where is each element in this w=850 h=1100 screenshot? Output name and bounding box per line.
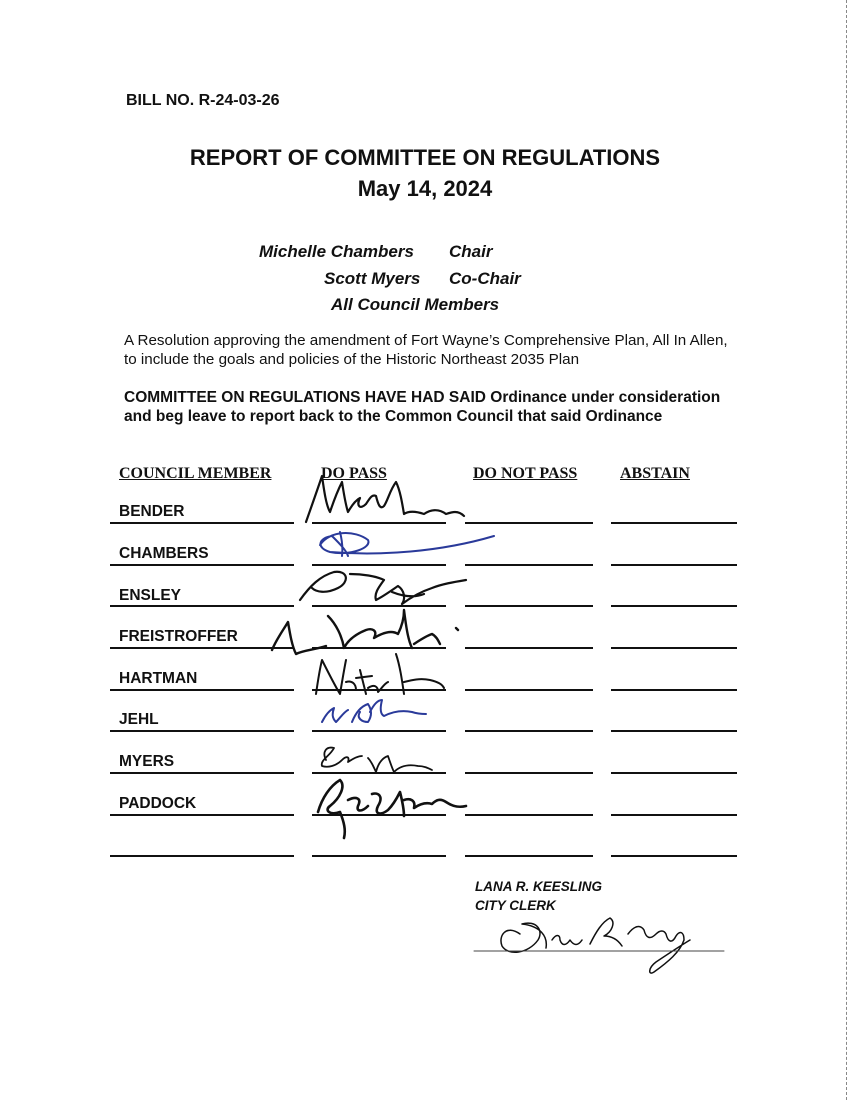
member-name-freistroffer: FREISTROFFER <box>119 628 238 645</box>
line-do-not-pass-8 <box>465 814 593 816</box>
header-abstain: ABSTAIN <box>620 465 690 482</box>
line-do-not-pass-4 <box>465 647 593 649</box>
signature-clerk <box>501 918 690 973</box>
line-member-1 <box>110 522 294 524</box>
clerk-title: CITY CLERK <box>475 898 556 913</box>
line-do-pass-8 <box>312 814 446 816</box>
line-do-pass-6 <box>312 730 446 732</box>
line-member-3 <box>110 605 294 607</box>
header-council-member: COUNCIL MEMBER <box>119 465 272 482</box>
committee-statement: COMMITTEE ON REGULATIONS HAVE HAD SAID Ordinance under consideration and beg leave to report back to the Common Council that said Ordinance <box>124 389 721 425</box>
member-name-bender: BENDER <box>119 503 185 520</box>
member-name-jehl: JEHL <box>119 711 159 728</box>
line-member-7 <box>110 772 294 774</box>
signature-paddock <box>318 780 466 838</box>
line-do-not-pass-6 <box>465 730 593 732</box>
line-abstain-6 <box>611 730 737 732</box>
bill-number: BILL NO. R-24-03-26 <box>126 92 280 109</box>
resolution-description: A Resolution approving the amendment of Fort Wayne’s Comprehensive Plan, All In Allen, to include the goals and policies of the Historic Northeast 2035 Plan <box>124 332 728 368</box>
cochair-name: Scott Myers <box>324 269 421 288</box>
member-name-paddock: PADDOCK <box>119 795 197 812</box>
line-do-not-pass-2 <box>465 564 593 566</box>
clerk-name: LANA R. KEESLING <box>475 879 603 894</box>
line-do-not-pass-5 <box>465 689 593 691</box>
line-do-pass-2 <box>312 564 446 566</box>
signature-myers <box>322 748 432 772</box>
header-do-not-pass: DO NOT PASS <box>473 465 578 482</box>
signature-jehl <box>322 700 426 722</box>
chair-role: Chair <box>449 242 493 261</box>
signature-chambers <box>320 532 494 556</box>
line-do-pass-9 <box>312 855 446 857</box>
line-do-not-pass-7 <box>465 772 593 774</box>
line-do-pass-4 <box>312 647 446 649</box>
line-abstain-9 <box>611 855 737 857</box>
report-title: REPORT OF COMMITTEE ON REGULATIONS <box>189 145 661 170</box>
line-member-4 <box>110 647 294 649</box>
chair-name: Michelle Chambers <box>259 242 414 261</box>
cochair-role: Co-Chair <box>449 269 521 288</box>
line-do-not-pass-1 <box>465 522 593 524</box>
line-do-pass-3 <box>312 605 446 607</box>
line-abstain-7 <box>611 772 737 774</box>
line-abstain-3 <box>611 605 737 607</box>
member-name-ensley: ENSLEY <box>119 587 182 604</box>
line-member-5 <box>110 689 294 691</box>
all-council-members: All Council Members <box>331 295 500 314</box>
signature-hartman <box>316 654 444 694</box>
line-abstain-8 <box>611 814 737 816</box>
line-abstain-4 <box>611 647 737 649</box>
line-do-not-pass-9 <box>465 855 593 857</box>
line-member-6 <box>110 730 294 732</box>
line-do-pass-5 <box>312 689 446 691</box>
line-do-not-pass-3 <box>465 605 593 607</box>
member-name-chambers: CHAMBERS <box>119 545 209 562</box>
header-do-pass: DO PASS <box>321 465 387 482</box>
line-member-9 <box>110 855 294 857</box>
line-abstain-5 <box>611 689 737 691</box>
line-do-pass-1 <box>312 522 446 524</box>
line-abstain-2 <box>611 564 737 566</box>
member-name-hartman: HARTMAN <box>119 670 198 687</box>
line-member-2 <box>110 564 294 566</box>
report-date: May 14, 2024 <box>357 176 493 201</box>
line-member-8 <box>110 814 294 816</box>
line-abstain-1 <box>611 522 737 524</box>
signature-ensley <box>300 572 466 604</box>
line-do-pass-7 <box>312 772 446 774</box>
member-name-myers: MYERS <box>119 753 175 770</box>
